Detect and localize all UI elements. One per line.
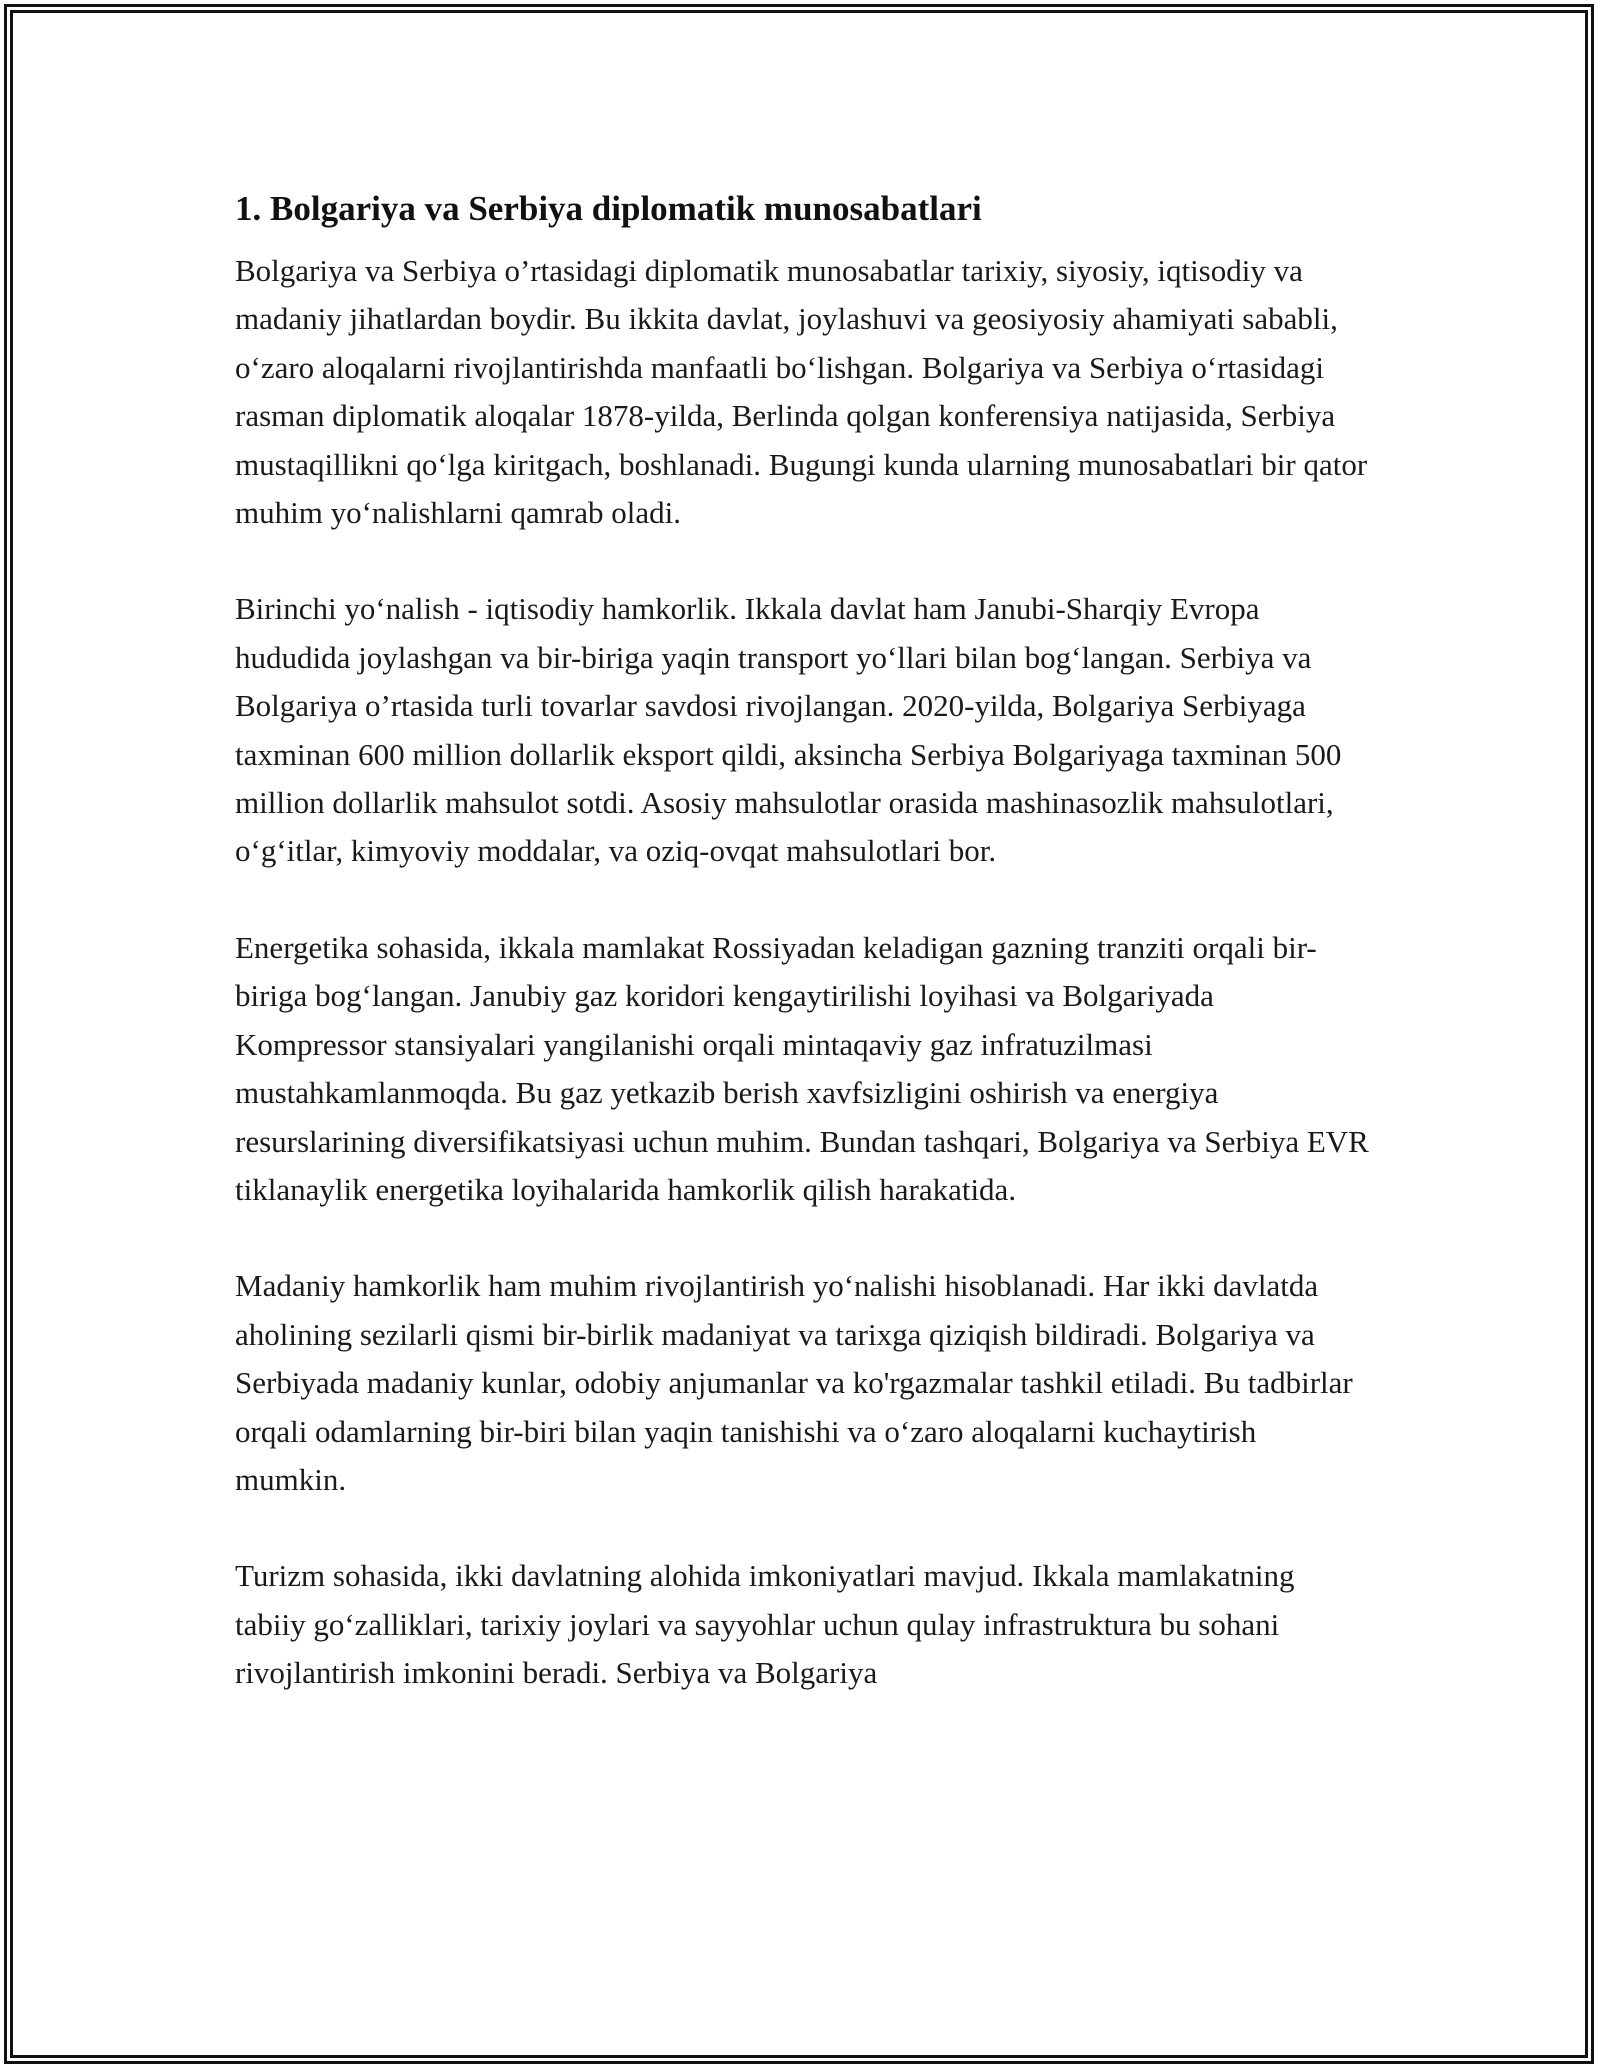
paragraph-energy: Energetika sohasida, ikkala mamlakat Rossiyadan keladigan gazning tranziti orqali bir-biriga bog‘langan. Janubiy gaz koridori kengaytirilishi loyihasi va Bolgariyada Kompressor stansiyalari yangilanishi orqali mintaqaviy gaz infratuzilmasi mustahkamlanmoqda. Bu gaz yetkazib berish xavfsizligini oshirish va energiya resurslarining diversifikatsiyasi uchun muhim. Bundan tashqari, Bolgariya va Serbiya EVR tiklanaylik energetika loyihalarida hamkorlik qilish harakatida. bbox=[235, 929, 1369, 1207]
paragraph-tourism: Turizm sohasida, ikki davlatning alohida imkoniyatlari mavjud. Ikkala mamlakatning tabiiy go‘zalliklari, tarixiy joylari va sayyohlar uchun qulay infrastruktura bu sohani rivojlantirish imkonini beradi. Serbiya va Bolgariya bbox=[235, 1558, 1295, 1691]
section-heading: 1. Bolgariya va Serbiya diplomatik munosabatlari bbox=[235, 189, 982, 228]
paragraph-economy: Birinchi yo‘nalish - iqtisodiy hamkorlik. Ikkala davlat ham Janubi-Sharqiy Evropa hududida joylashgan va bir-biriga yaqin transport yo‘llari bilan bog‘langan. Serbiya va Bolgariya o’rtasida turli tovarlar savdosi rivojlangan. 2020-yilda, Bolgariya Serbiyaga taxminan 600 million dollarlik eksport qildi, aksincha Serbiya Bolgariyaga taxminan 500 million dollarlik mahsulot sotdi. Asosiy mahsulotlar orasida mashinasozlik mahsulotlari, o‘g‘itlar, kimyoviy moddalar, va oziq-ovqat mahsulotlari bor. bbox=[235, 591, 1342, 869]
document-body bbox=[235, 185, 1370, 1746]
paragraph-intro: Bolgariya va Serbiya o’rtasidagi diplomatik munosabatlar tarixiy, siyosiy, iqtisodiy va madaniy jihatlardan boydir. Bu ikkita davlat, joylashuvi va geosiyosiy ahamiyati sababli, o‘zaro aloqalarni rivojlantirishda manfaatli bo‘lishgan. Bolgariya va Serbiya o‘rtasidagi rasman diplomatik aloqalar 1878-yilda, Berlinda qolgan konferensiya natijasida, Serbiya mustaqillikni qo‘lga kiritgach, boshlanadi. Bugungi kunda ularning munosabatlari bir qator muhim yo‘nalishlarni qamrab oladi. bbox=[235, 253, 1368, 531]
paragraph-culture: Madaniy hamkorlik ham muhim rivojlantirish yo‘nalishi hisoblanadi. Har ikki davlatda aholining sezilarli qismi bir-birlik madaniyat va tarixga qiziqish bildiradi. Bolgariya va Serbiyada madaniy kunlar, odobiy anjumanlar va ko'rgazmalar tashkil etiladi. Bu tadbirlar orqali odamlarning bir-biri bilan yaqin tanishishi va o‘zaro aloqalarni kuchaytirish mumkin. bbox=[235, 1268, 1353, 1497]
